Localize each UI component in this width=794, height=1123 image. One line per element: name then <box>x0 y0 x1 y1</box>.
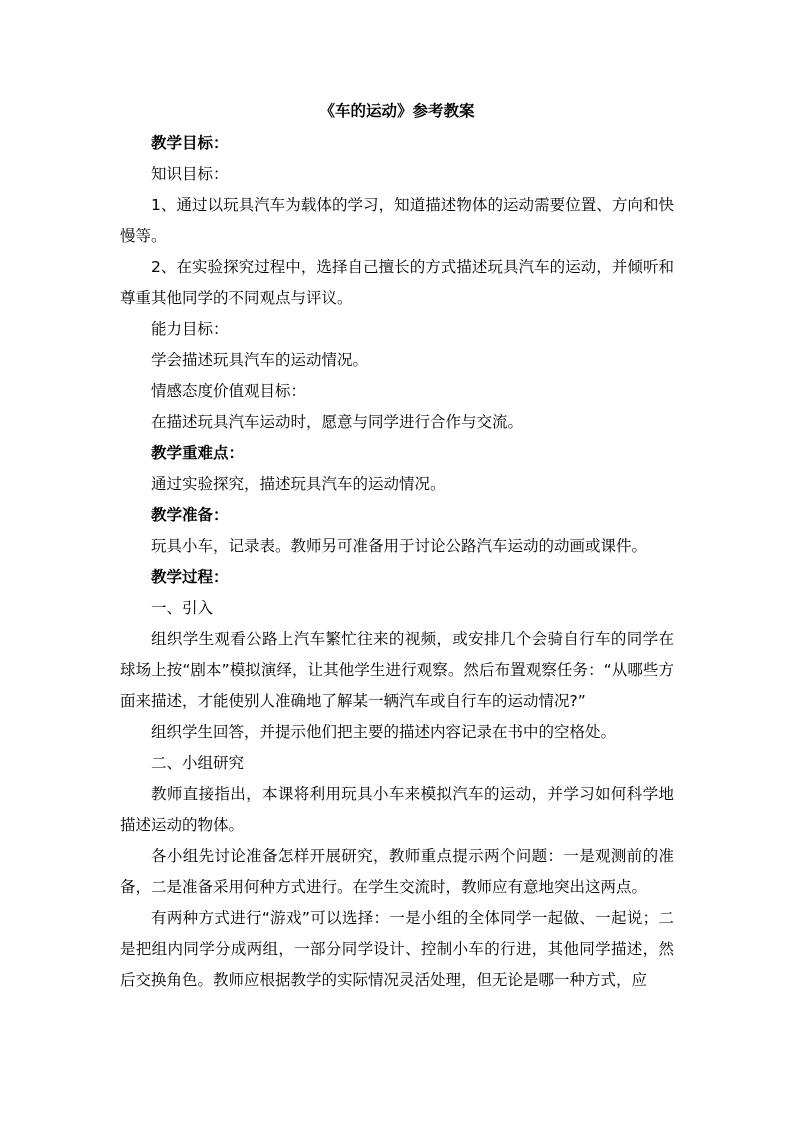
paragraph-list <box>120 128 674 996</box>
paragraph: 通过实验探究，描述玩具汽车的运动情况。 <box>151 475 446 493</box>
paragraph: 组织学生观看公路上汽车繁忙往来的视频，或安排几个会骑自行车的同学在球场上按“剧本”模拟演绎，让其他学生进行观察。然后布置观察任务：“从哪些方面来描述，才能使别人准确地了解某一辆汽车或自行车的运动情况?” <box>120 630 674 710</box>
paragraph: 一、引入 <box>151 599 214 617</box>
paragraph: 能力目标： <box>151 320 229 338</box>
paragraph: 情感态度价值观目标： <box>151 382 307 400</box>
paragraph: 在描述玩具汽车运动时，愿意与同学进行合作与交流。 <box>151 413 524 431</box>
paragraph: 玩具小车，记录表。教师另可准备用于讨论公路汽车运动的动画或课件。 <box>151 537 648 555</box>
paragraph: 学会描述玩具汽车的运动情况。 <box>151 351 369 369</box>
paragraph: 各小组先讨论准备怎样开展研究，教师重点提示两个问题：一是观测前的准备，二是准备采用何种方式进行。在学生交流时，教师应有意地突出这两点。 <box>120 847 674 896</box>
section-heading: 教学准备： <box>151 506 229 524</box>
section-heading: 教学重难点： <box>151 444 245 462</box>
section-heading: 教学目标： <box>151 134 229 152</box>
paragraph: 二、小组研究 <box>151 754 245 772</box>
paragraph: 知识目标： <box>151 165 229 183</box>
paragraph: 1、通过以玩具汽车为载体的学习，知道描述物体的运动需要位置、方向和快慢等。 <box>120 196 674 245</box>
paragraph: 有两种方式进行“游戏”可以选择：一是小组的全体同学一起做、一起说；二是把组内同学分成两组，一部分同学设计、控制小车的行进，其他同学描述，然后交换角色。教师应根据教学的实际情况灵活处理，但无论是哪一种方式，应 <box>120 909 674 989</box>
paragraph: 教师直接指出，本课将利用玩具小车来模拟汽车的运动，并学习如何科学地描述运动的物体。 <box>120 785 674 834</box>
section-heading: 教学过程： <box>151 568 229 586</box>
paragraph: 组织学生回答，并提示他们把主要的描述内容记录在书中的空格处。 <box>151 723 617 741</box>
paragraph: 2、在实验探究过程中，选择自己擅长的方式描述玩具汽车的运动，并倾听和尊重其他同学的不同观点与评议。 <box>120 258 674 307</box>
document-body <box>120 96 674 996</box>
document-title: 《车的运动》参考教案 <box>319 102 475 120</box>
